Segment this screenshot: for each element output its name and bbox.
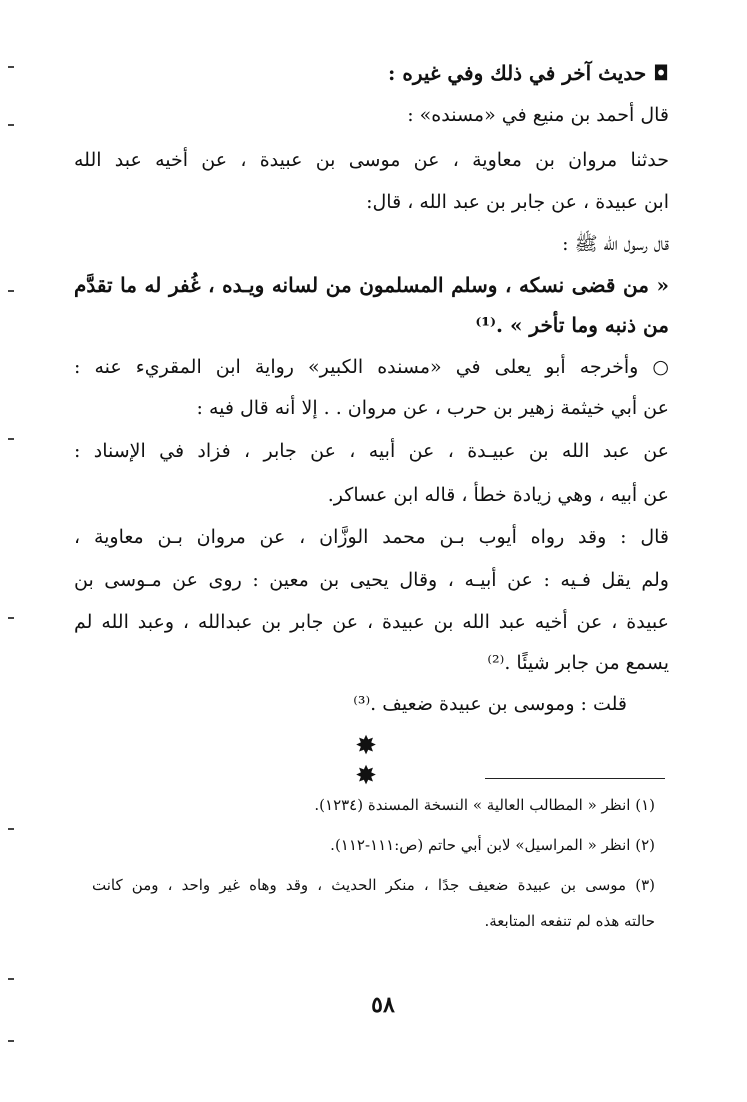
footnote: (٣) موسى بن عبيدة ضعيف جدًا ، منكر الحديث ، وقد وهاه غير واحد ، ومن كانت xyxy=(92,876,655,894)
scan-mark xyxy=(8,617,14,619)
footnote: (٢) انظر « المراسيل» لابن أبي حاتم (ص:١١١-١١٢). xyxy=(330,836,655,854)
hadith-text-line: « من قضى نسكه ، وسلم المسلمون من لسانه ويـده ، غُفر له ما تقدَّم xyxy=(74,273,669,297)
text-line: عن أبيه ، وهي زيادة خطأ ، قاله ابن عساكر. xyxy=(327,484,669,506)
scan-mark xyxy=(8,828,14,830)
text-line: قال أحمد بن منيع في «مسنده» : xyxy=(407,104,669,126)
scan-mark xyxy=(8,124,14,126)
footnote: (١) انظر « المطالب العالية » النسخة المسندة (١٢٣٤). xyxy=(314,796,655,814)
text-line: حدثنا مروان بن معاوية ، عن موسى بن عبيدة ، عن أخيه عبد الله xyxy=(74,149,669,171)
page-number: ٥٨ xyxy=(371,992,395,1018)
text-line: قلت : وموسى بن عبيدة ضعيف .⁽³⁾ xyxy=(353,693,627,715)
scan-mark xyxy=(8,66,14,68)
section-heading: ◘ حديث آخر في ذلك وفي غيره : xyxy=(388,61,669,85)
text-line: عبيدة ، عن أخيه عبد الله بن عبيدة ، عن جابر بن عبدالله ، وعبد الله لم xyxy=(74,611,669,633)
text-line: قال : وقد رواه أيوب بـن محمد الوزَّان ، عن مروان بـن معاوية ، xyxy=(74,526,669,548)
text-line: ابن عبيدة ، عن جابر بن عبد الله ، قال: xyxy=(366,191,669,213)
text-line: قال رسول الله ﷺ : xyxy=(562,233,669,255)
footnote-divider xyxy=(485,778,665,779)
text-line: يسمع من جابر شيئًا .⁽²⁾ xyxy=(487,652,669,674)
text-line: ○ وأخرجه أبو يعلى في «مسنده الكبير» رواية ابن المقريء عنه : xyxy=(74,356,669,378)
text-line: عن عبد الله بن عبيـدة ، عن أبيه ، عن جابر ، فزاد في الإسناد : xyxy=(74,440,669,462)
text-line: ولم يقل فـيه : عن أبيـه ، وقال يحيى بن معين : روى عن مـوسى بن xyxy=(74,569,669,591)
section-separator: ✸ ✸ xyxy=(355,731,405,791)
scan-mark xyxy=(8,438,14,440)
hadith-text-line: من ذنبه وما تأخر » .⁽¹⁾ xyxy=(475,313,669,337)
scan-mark xyxy=(8,290,14,292)
text-line: عن أبي خيثمة زهير بن حرب ، عن مروان . . إلا أنه قال فيه : xyxy=(196,397,669,419)
scan-mark xyxy=(8,978,14,980)
footnote: حالته هذه لم تنفعه المتابعة. xyxy=(484,912,655,930)
scan-mark xyxy=(8,1040,14,1042)
